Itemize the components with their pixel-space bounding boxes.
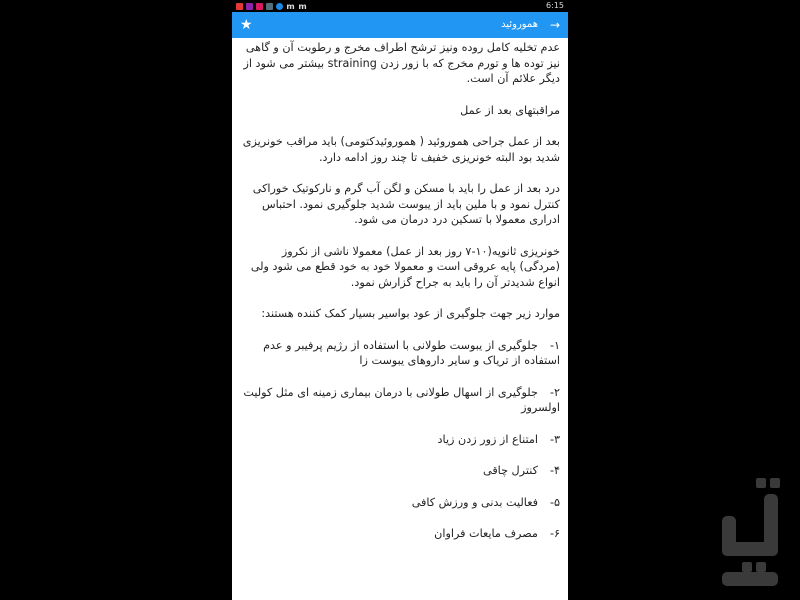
status-bar bbox=[232, 0, 568, 12]
app-bar bbox=[232, 12, 568, 38]
list-number: ۳- bbox=[549, 432, 560, 446]
m-icon: m bbox=[286, 1, 295, 11]
status-time: 6:15 bbox=[546, 1, 564, 10]
notification-icon bbox=[246, 3, 253, 10]
star-icon[interactable]: ★ bbox=[240, 17, 253, 33]
arrow-forward-icon[interactable]: → bbox=[549, 18, 560, 32]
list-number: ۴- bbox=[549, 464, 560, 477]
list-item bbox=[240, 495, 560, 511]
list-text: جلوگیری از یبوست طولانی با استفاده از رژیم پرفیبر و عدم استفاده از تریاک و سایر داروهای یبوست زا bbox=[263, 338, 560, 367]
list-text: جلوگیری از اسهال طولانی با درمان بیماری زمینه ای مثل کولیت اولسروز bbox=[243, 385, 560, 414]
list-number: ۱- bbox=[549, 338, 560, 352]
notification-icon bbox=[256, 3, 263, 10]
section-heading: مراقبتهای بعد از عمل bbox=[460, 103, 560, 117]
list-number: ۵- bbox=[549, 495, 560, 509]
notification-icon bbox=[236, 3, 243, 10]
list-item bbox=[240, 526, 560, 542]
list-text: امتناع از زور زدن زیاد bbox=[437, 432, 538, 446]
bazaar-logo bbox=[716, 472, 786, 592]
globe-icon bbox=[276, 3, 283, 10]
paragraph: بعد از عمل جراحی هموروئید ( هموروئیدکتومی) باید مراقب خونریزی شدید بود البته خونریزی خفیف تا چند روز ادامه دارد. bbox=[242, 135, 560, 164]
list-text: فعالیت بدنی و ورزش کافی bbox=[411, 495, 538, 509]
page-title: هموروئید bbox=[501, 19, 538, 30]
list-item bbox=[240, 432, 560, 448]
paragraph: موارد زیر جهت جلوگیری از عود بواسیر بسیار کمک کننده هستند: bbox=[261, 307, 560, 320]
paragraph-intro: عدم تخلیه کامل روده ونیز ترشح اطراف مخرج و رطوبت آن و گاهی نیز توده ها و تورم مخرج که با زور زدن straining بیشتر می شود از دیگر علائم آن است. bbox=[243, 41, 560, 85]
notification-icon bbox=[266, 3, 273, 10]
list-text: کنترل چاقی bbox=[483, 464, 538, 477]
list-number: ۲- bbox=[549, 385, 560, 399]
paragraph: درد بعد از عمل را باید با مسکن و لگن آب گرم و نارکوتیک خوراکی کنترل نمود و با ملین باید از یبوست شدید جلوگیری نمود. احتباس ادراری معمولا با تسکین درد درمان می شود. bbox=[252, 182, 560, 226]
paragraph: خونریزی ثانویه(۱۰-۷ روز بعد از عمل) معمولا ناشی از نکروز (مردگی) پایه عروقی است و معمولا خود به خود قطع می شود ولی انواع شدیدتر آن را باید به جراح گزارش نمود. bbox=[250, 244, 560, 289]
status-icons bbox=[236, 0, 307, 12]
article-content[interactable] bbox=[232, 38, 568, 600]
list-number: ۶- bbox=[549, 527, 560, 540]
list-item bbox=[240, 338, 560, 369]
app-window bbox=[232, 0, 568, 600]
list-item bbox=[240, 463, 560, 479]
m-icon: m bbox=[298, 1, 307, 11]
list-text: مصرف مایعات فراوان bbox=[434, 527, 538, 540]
list-item bbox=[240, 385, 560, 416]
